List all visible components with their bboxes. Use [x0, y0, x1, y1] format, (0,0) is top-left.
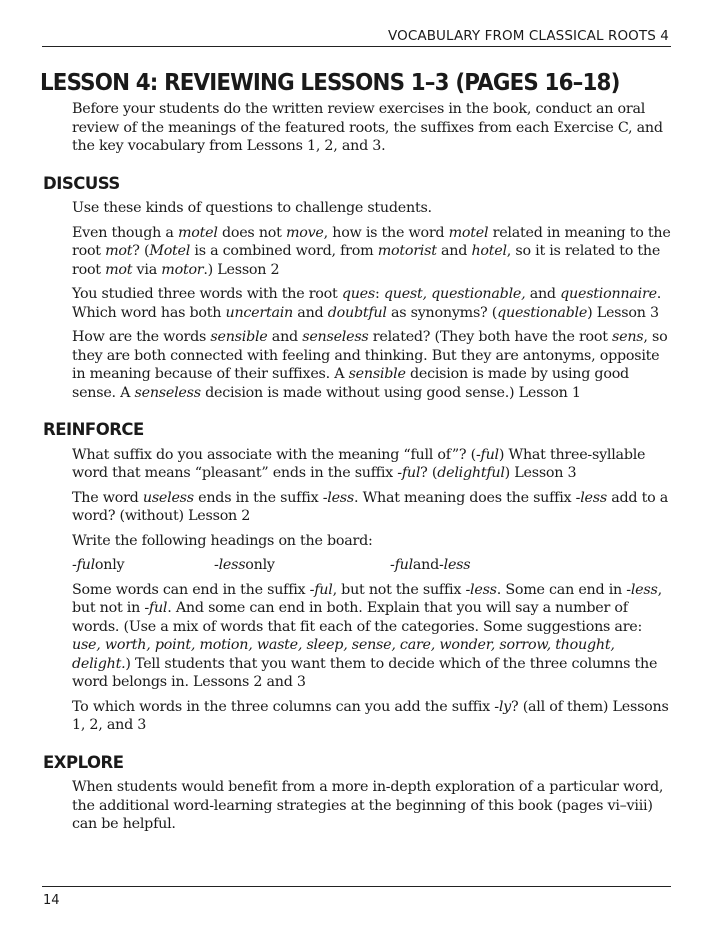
page-number: 14: [43, 893, 60, 908]
italic-term: -ful: [397, 465, 421, 481]
italic-term: -less: [322, 489, 354, 506]
heading-less-only: -lessonly: [214, 557, 275, 573]
discuss-paragraph-1: Use these kinds of questions to challenge students.: [72, 200, 432, 216]
italic-term: -less: [465, 581, 497, 598]
explore-paragraph: When students would benefit from a more in-depth exploration of a particular word, the additional word-learning strategies at the beginning of this book (pages vi–viii) can be helpful.: [72, 779, 664, 832]
reinforce-heading: REINFORCE: [43, 420, 144, 439]
italic-term: -ful: [475, 446, 499, 463]
italic-term: delightful: [437, 465, 505, 481]
italic-term: senseless: [134, 384, 201, 401]
italic-term: useless: [142, 489, 194, 506]
italic-term: -ful: [144, 600, 168, 616]
intro-paragraph: Before your students do the written review exercises in the book, conduct an oral review of the meanings of the featured roots, the suffixes from each Exercise C, and the key vocabulary from Lessons 1, 2, and 3.: [72, 101, 663, 154]
italic-term: uncertain: [225, 304, 294, 321]
reinforce-paragraph-5: To which words in the three columns can you add the suffix -ly? (all of them) Lessons 1, 2, and 3: [72, 698, 669, 733]
italic-term: -less: [626, 581, 658, 598]
italic-term: questionable: [497, 304, 588, 321]
heading-ful-and-less: -fuland-less: [390, 557, 471, 573]
italic-term: quest, questionable,: [383, 286, 526, 302]
italic-term: mot: [105, 261, 133, 278]
reinforce-paragraph-1: What suffix do you associate with the meaning “full of”? (-ful) What three-syllable word that means “pleasant” ends in the suffix -ful? (delightful) Lesson 3: [72, 446, 646, 481]
discuss-heading: DISCUSS: [43, 173, 120, 193]
heading-ful-only: -fulonly: [72, 557, 125, 573]
explore-heading: EXPLORE: [43, 752, 124, 772]
italic-term: motor: [161, 261, 204, 278]
italic-term: questionnaire: [560, 286, 657, 302]
reinforce-paragraph-4: Some words can end in the suffix -ful, but not the suffix -less. Some can end in -less, but not in -ful. And some can end in both. Explain that you will say a number of words. (Use a mix of words that fit each of the categories. Some suggestions are: use, worth, point, motion, waste, sleep, sense, care, wonder, sorrow, thought, delight.) Tell students that you want them to decide which of the three columns the word belongs in. Lessons 2 and 3: [72, 581, 662, 690]
italic-term: mot: [105, 243, 133, 259]
running-head: VOCABULARY FROM CLASSICAL ROOTS 4: [388, 28, 669, 44]
discuss-paragraph-4: How are the words sensible and senseless related? (They both have the root sens, so they are both connected with feeling and thinking. But they are antonyms, opposite in meaning because of their suffixes. A sensible decision is made by using good sense. A senseless decision is made without using good sense.) Lesson 1: [72, 329, 668, 401]
italic-term: doubtful: [327, 304, 387, 321]
italic-term: hotel: [471, 243, 507, 259]
page-content: [43, 100, 673, 840]
italic-term: -ly: [494, 698, 511, 715]
header-rule: [42, 46, 671, 47]
italic-term: motel: [448, 224, 489, 241]
italic-term: Motel: [149, 243, 191, 259]
board-headings: [72, 556, 673, 575]
italic-term: use, worth, point, motion, waste, sleep, sense, care, wonder, sorrow, thought, delight.: [72, 637, 615, 672]
italic-term: senseless: [302, 329, 369, 345]
italic-term: motorist: [377, 243, 437, 259]
italic-term: move: [285, 224, 324, 241]
italic-term: ques: [341, 286, 375, 302]
reinforce-paragraph-2: The word useless ends in the suffix -less. What meaning does the suffix -less add to a word? (without) Lesson 2: [72, 489, 669, 524]
italic-term: -less: [575, 489, 607, 506]
italic-term: sens: [612, 329, 644, 345]
italic-term: -ful: [309, 581, 333, 598]
discuss-paragraph-3: You studied three words with the root ques: quest, questionable, and questionnaire. Which word has both uncertain and doubtful as synonyms? (questionable) Lesson 3: [72, 286, 662, 321]
reinforce-paragraph-3: Write the following headings on the board:: [72, 532, 373, 549]
discuss-paragraph-2: Even though a motel does not move, how is the word motel related in meaning to the root mot? (Motel is a combined word, from motorist and hotel, so it is related to the root mot via motor.) Lesson 2: [72, 224, 671, 278]
footer-rule: [42, 886, 671, 887]
italic-term: sensible: [348, 366, 406, 382]
italic-term: sensible: [210, 329, 268, 345]
lesson-title: LESSON 4: REVIEWING LESSONS 1–3 (PAGES 16–18): [40, 70, 620, 96]
italic-term: motel: [177, 224, 218, 241]
